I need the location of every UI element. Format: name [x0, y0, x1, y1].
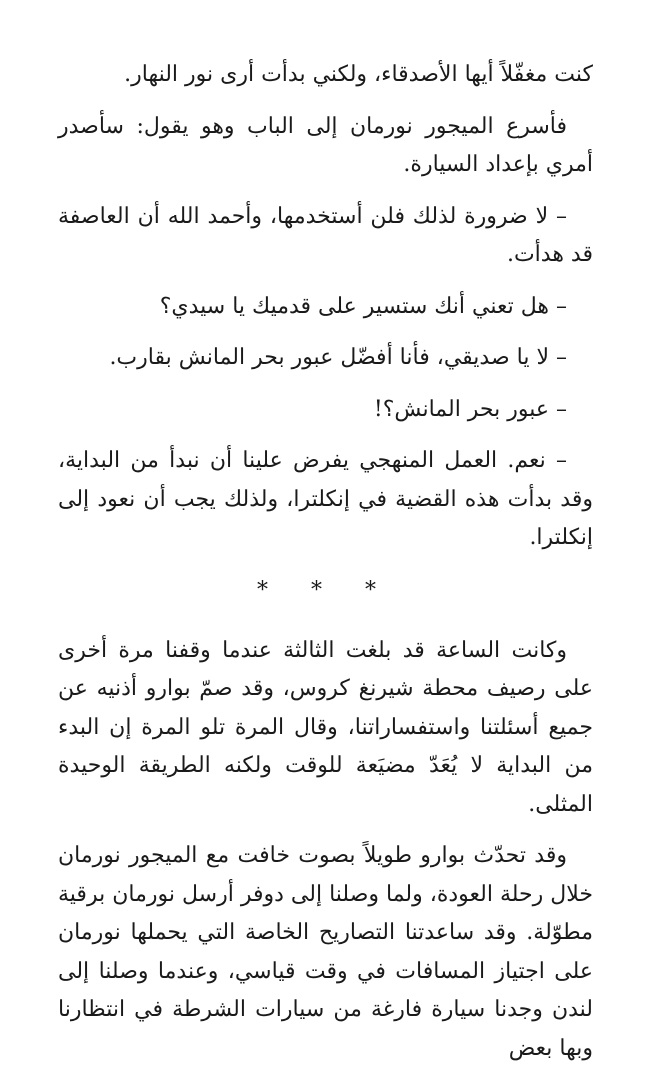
dialog-method-england: – نعم. العمل المنهجي يفرض علينا أن نبدأ من البداية، وقد بدأت هذه القضية في إنكلترا، ولذلك يجب أن نعود إلى إنكلترا. — [58, 448, 593, 550]
section-separator: * * * — [257, 577, 394, 603]
paragraph-return-journey: وقد تحدّث بوارو طويلاً بصوت خافت مع الميجور نورمان خلال رحلة العودة، ولما وصلنا إلى دوفر أرسل نورمان برقية مطوّلة. وقد ساعدتنا التصاريح الخاصة التي يحملها نورمان على اجتياز المسافات في وقت قياسي، وعندما وصلنا إلى لندن وجدنا سيارة فارغة من سيارات الشرطة في انتظارنا وبها بعض — [58, 843, 593, 1061]
paragraph-charing-cross: وكانت الساعة قد بلغت الثالثة عندما وقفنا مرة أخرى على رصيف محطة شيرنغ كروس، وقد صمّ بوارو أذنيه عن جميع أسئلتنا واستفساراتنا، وقال المرة تلو المرة إن البدء من البداية لا يُعَدّ مضيَعة للوقت ولكنه الطريقة الوحيدة المثلى. — [58, 637, 593, 817]
paragraph-realization: كنت مغفّلاً أيها الأصدقاء، ولكني بدأت أرى نور النهار. — [124, 62, 593, 87]
paragraph-major-norman-car: فأسرع الميجور نورمان إلى الباب وهو يقول: سأصدر أمري بإعداد السيارة. — [58, 113, 593, 177]
dialog-cross-channel: – لا يا صديقي، فأنا أفضّل عبور بحر المانش بقارب. — [109, 345, 567, 370]
dialog-channel-exclaim: – عبور بحر المانش؟! — [373, 396, 567, 422]
dialog-no-need-car: – لا ضرورة لذلك فلن أستخدمها، وأحمد الله أن العاصفة قد هدأت. — [58, 203, 593, 267]
dialog-walk-question: – هل تعني أنك ستسير على قدميك يا سيدي؟ — [159, 293, 567, 319]
